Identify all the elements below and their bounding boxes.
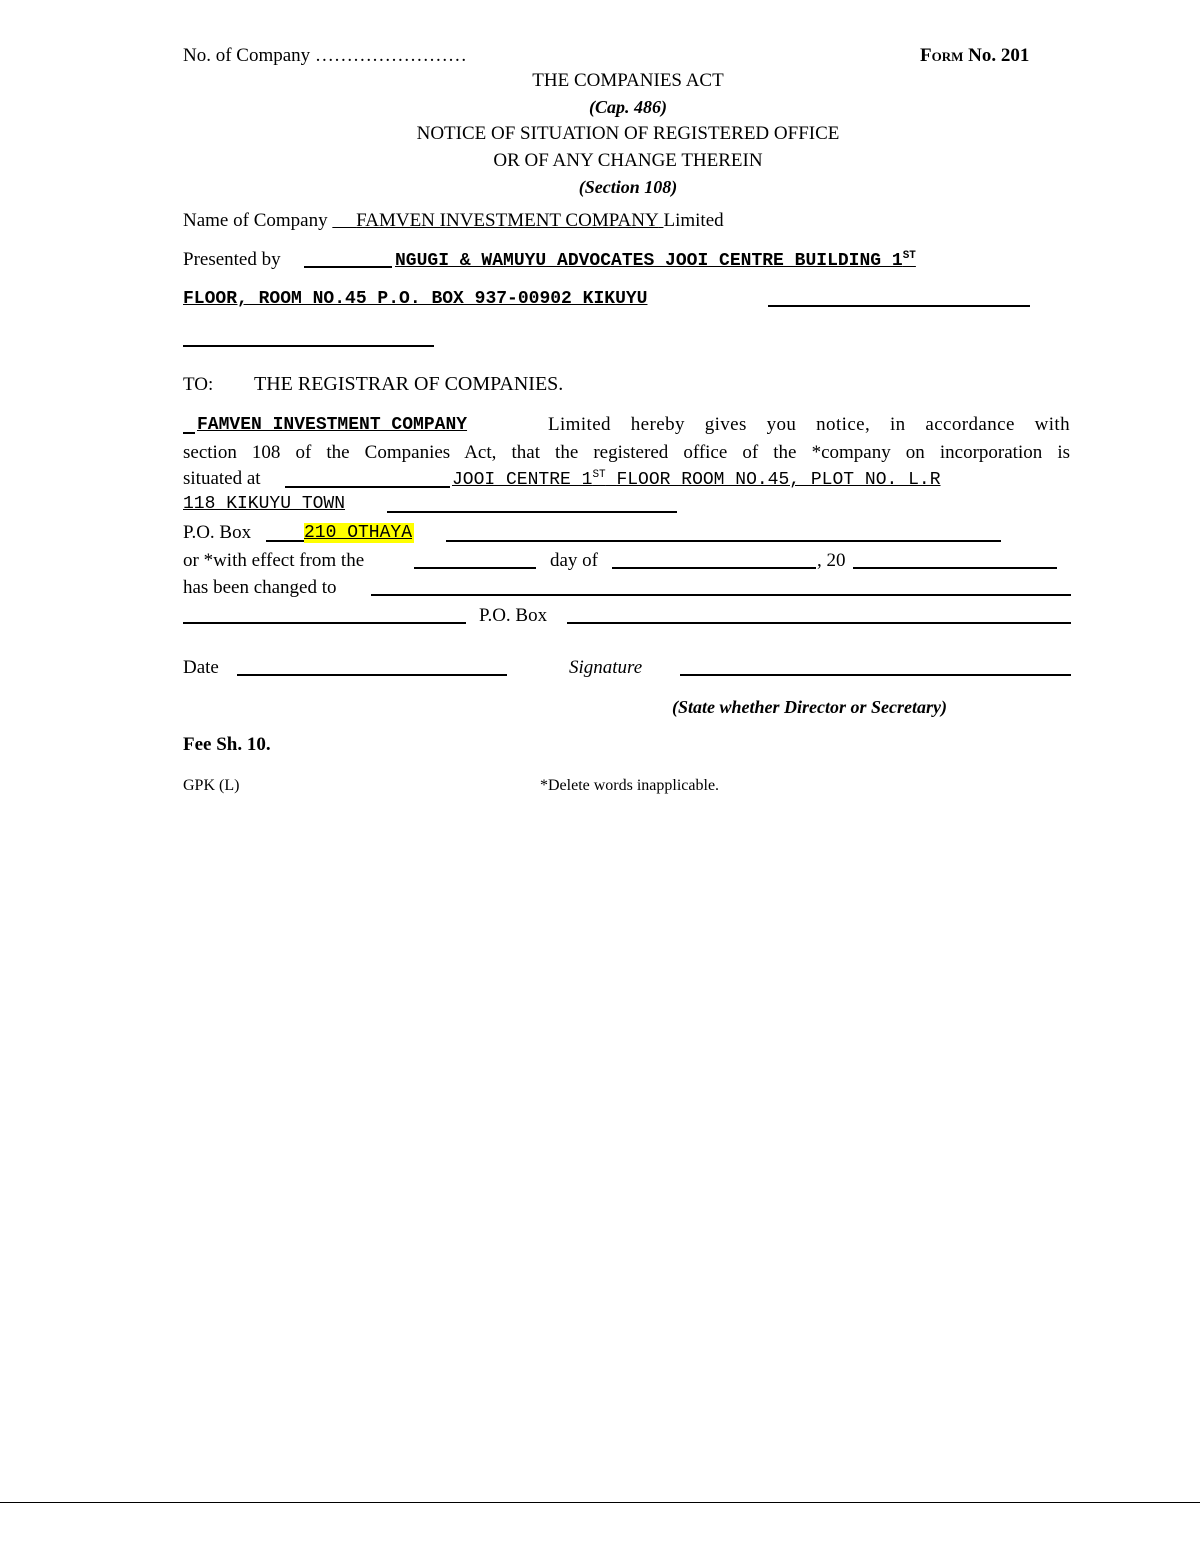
page-divider <box>0 1502 1200 1503</box>
form-number <box>920 45 1029 67</box>
company-name-row <box>183 210 724 232</box>
presented-by-label: Presented by <box>183 249 281 270</box>
address-line1 <box>452 469 1072 490</box>
company-suffix: Limited <box>663 210 724 231</box>
address-line1b: FLOOR ROOM NO.45, PLOT NO. L.R <box>616 470 941 490</box>
address-line2: 118 KIKUYU TOWN <box>183 494 346 514</box>
registrar-name: THE REGISTRAR OF COMPANIES. <box>254 373 564 395</box>
presented-by-sup: ST <box>902 250 916 262</box>
cap-number: (Cap. 486) <box>589 97 667 117</box>
address-sup: ST <box>592 469 606 481</box>
section-number: (Section 108) <box>578 177 678 197</box>
fee-text: Fee Sh. 10. <box>183 734 271 755</box>
notice-title-line2: OR OF ANY CHANGE THEREIN <box>493 150 763 171</box>
delete-note: *Delete words inapplicable. <box>540 777 720 794</box>
form-no: No. 201 <box>968 45 1030 66</box>
presented-by-line2: FLOOR, ROOM NO.45 P.O. BOX 937-00902 KIKUYU <box>183 289 648 309</box>
notice-line2: section 108 of the Companies Act, that the registered office of the *company on incorporation is <box>183 442 1070 463</box>
day-of-label: day of <box>550 550 599 571</box>
form-word: Form <box>920 45 964 66</box>
company-name-value: FAMVEN INVESTMENT COMPANY <box>356 210 659 231</box>
date-label: Date <box>183 657 219 678</box>
presented-by-line1-text: NGUGI & WAMUYU ADVOCATES JOOI CENTRE BUILDING 1 <box>395 251 903 271</box>
situated-label: situated at <box>183 468 261 489</box>
notice-title-line1: NOTICE OF SITUATION OF REGISTERED OFFICE <box>416 123 840 144</box>
effect-from-label: or *with effect from the <box>183 550 365 571</box>
po-box-value: 210 OTHAYA <box>304 523 413 543</box>
presented-by-line1 <box>395 250 916 271</box>
year-prefix: , 20 <box>817 550 846 571</box>
to-label: TO: <box>183 374 214 395</box>
notice-line1: Limited hereby gives you notice, in accordance with <box>548 414 1070 435</box>
notice-company-name: FAMVEN INVESTMENT COMPANY <box>197 415 468 435</box>
po-box-label: P.O. Box <box>183 522 252 543</box>
changed-to-label: has been changed to <box>183 577 337 598</box>
state-whether-note: (State whether Director or Secretary) <box>672 697 947 717</box>
address-line1a: JOOI CENTRE 1 <box>452 470 593 490</box>
no-of-company: No. of Company …………………… <box>183 45 467 66</box>
gpk-code: GPK (L) <box>183 777 240 794</box>
act-title: THE COMPANIES ACT <box>532 70 724 91</box>
signature-label: Signature <box>569 657 643 678</box>
company-name-label: Name of Company <box>183 210 328 231</box>
po-box-label-2: P.O. Box <box>479 605 548 626</box>
